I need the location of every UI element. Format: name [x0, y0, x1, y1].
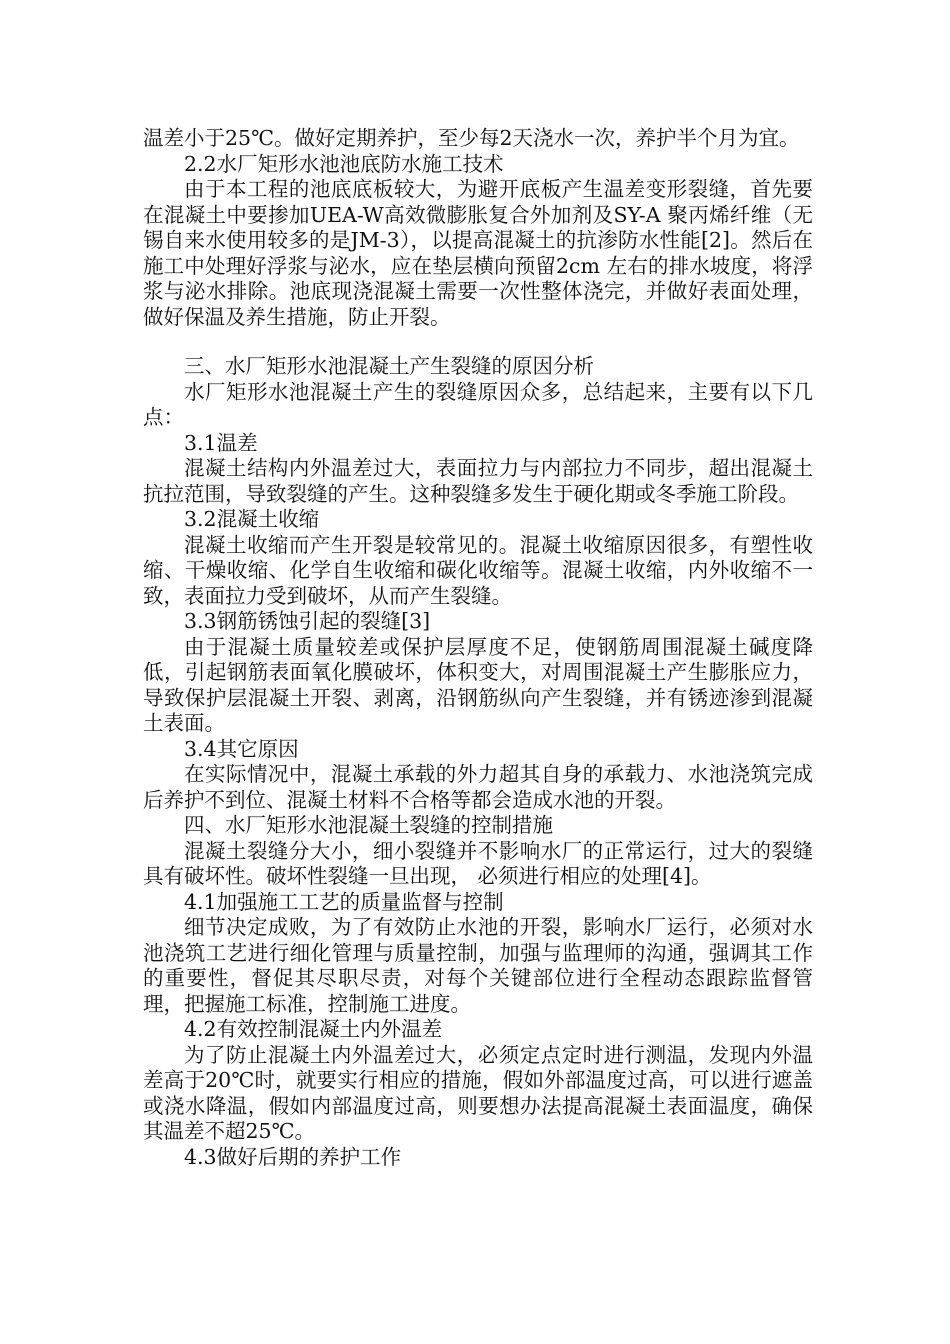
- section-heading-4-1: 4.1加强施工工艺的质量监督与控制: [184, 889, 504, 914]
- section-heading-4: 四、水厂矩形水池混凝土裂缝的控制措施: [184, 813, 553, 837]
- paragraph-continuation: 温差小于25℃。做好定期养护，至少每2天浇水一次，养护半个月为宜。: [143, 126, 800, 150]
- paragraph-body: 混凝土结构内外温差过大，表面拉力与内部拉力不同步，超出混凝土抗拉范围，导致裂缝的产生。这种裂缝多发生于硬化期或冬季施工阶段。: [143, 456, 813, 506]
- paragraph-body: 为了防止混凝土内外温差过大，必须定点定时进行测温，发现内外温差高于20℃时，就要实行相应的措施，假如外部温度过高，可以进行遮盖或浇水降温，假如内部温度过高，则要想办法提高混凝土表面温度，确保其温差不超25℃。: [143, 1042, 813, 1143]
- paragraph-body: 细节决定成败，为了有效防止水池的开裂，影响水厂运行，必须对水池浇筑工艺进行细化管理与质量控制，加强与监理师的沟通，强调其工作的重要性，督促其尽职尽责，对每个关键部位进行全程动态跟踪监督管理，把握施工标准，控制施工进度。: [143, 915, 813, 1016]
- document-body: [143, 126, 813, 1170]
- section-heading-3-4: 3.4其它原因: [184, 736, 299, 761]
- section-heading-3-1: 3.1温差: [184, 430, 258, 455]
- section-heading-2-2: 2.2水厂矩形水池池底防水施工技术: [184, 151, 504, 176]
- section-heading-4-2: 4.2有效控制混凝土内外温差: [184, 1017, 443, 1041]
- section-heading-3-2: 3.2混凝土收缩: [184, 507, 320, 531]
- paragraph-body: 混凝土裂缝分大小，细小裂缝并不影响水厂的正常运行，过大的裂缝具有破坏性。破坏性裂缝一旦出现， 必须进行相应的处理[4]。: [143, 838, 813, 888]
- section-heading-4-3: 4.3做好后期的养护工作: [184, 1144, 402, 1169]
- paragraph-body: 混凝土收缩而产生开裂是较常见的。混凝土收缩原因很多，有塑性收缩、干燥收缩、化学自生收缩和碳化收缩等。混凝土收缩，内外收缩不一致，表面拉力受到破坏，从而产生裂缝。: [143, 532, 813, 608]
- paragraph-body: 由于本工程的池底底板较大，为避开底板产生温差变形裂缝，首先要在混凝土中要掺加UEA-W高效微膨胀复合外加剂及SY-A 聚丙烯纤维（无锡自来水使用较多的是JM-3），以提高混凝土的抗渗防水性能[2]。然后在施工中处理好浮浆与泌水，应在垫层横向预留2cm 左右的排水坡度，将浮浆与泌水排除。池底现浇混凝土需要一次性整体浇完，并做好表面处理，做好保温及养生措施，防止开裂。: [143, 177, 813, 329]
- paragraph-body: 在实际情况中，混凝土承载的外力超其自身的承载力、水池浇筑完成后养护不到位、混凝土材料不合格等都会造成水池的开裂。: [143, 762, 813, 812]
- section-heading-3: 三、水厂矩形水池混凝土产生裂缝的原因分析: [184, 354, 594, 378]
- paragraph-spacer: [143, 330, 813, 354]
- paragraph-body: 由于混凝土质量较差或保护层厚度不足，使钢筋周围混凝土碱度降低，引起钢筋表面氧化膜破坏，体积变大，对周围混凝土产生膨胀应力，导致保护层混凝土开裂、剥离，沿钢筋纵向产生裂缝，并有锈迹渗到混凝土表面。: [143, 634, 813, 735]
- paragraph-body: 水厂矩形水池混凝土产生的裂缝原因众多，总结起来，主要有以下几点：: [143, 379, 813, 429]
- section-heading-3-3: 3.3钢筋锈蚀引起的裂缝[3]: [184, 609, 431, 633]
